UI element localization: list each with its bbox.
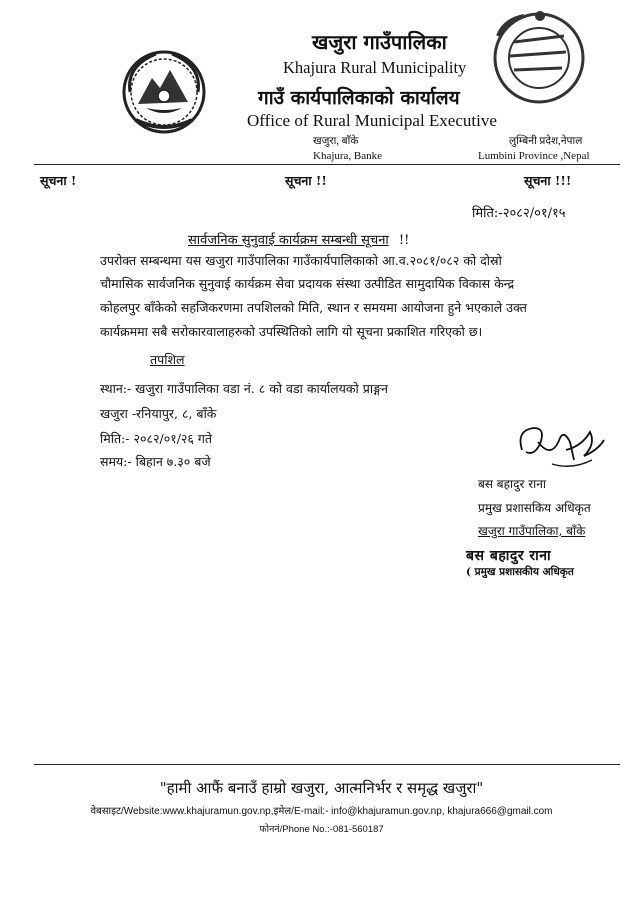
- office-name-en: Office of Rural Municipal Executive: [247, 111, 497, 130]
- footer-contact: वेबसाइट/Website:www.khajuramun.gov.np,इमेल/E-mail:- info@khajuramun.gov.np, khajura666@gmail.com: [90, 806, 553, 817]
- stamp-title: ( प्रमुख प्रशासकीय अधिकृत: [466, 566, 574, 578]
- body-line-1: उपरोक्त सम्बन्धमा यस खजुरा गाउँपालिका गाउँकार्यपालिकाको आ.व.२०८१/०८२ को दोस्रो: [100, 253, 502, 268]
- details-place: स्थान:- खजुरा गाउँपालिका वडा नं. ८ को वडा कार्यालयको प्राङ्गन: [100, 381, 388, 396]
- stamp-name: बस बहादुर राना: [466, 548, 552, 564]
- signatory-title: प्रमुख प्रशासकिय अधिकृत: [478, 501, 591, 515]
- footer-divider: [34, 764, 620, 765]
- name-stamp: [466, 546, 574, 579]
- municipality-name-en: Khajura Rural Municipality: [283, 58, 467, 77]
- nepal-emblem-icon: [116, 46, 212, 138]
- details-place-2: खजुरा -रनियापुर, ८, बाँके: [100, 406, 217, 421]
- details-date: मिति:- २०८२/०१/२६ गते: [100, 431, 213, 446]
- footer-motto: "हामी आफैं बनाउँ हाम्रो खजुरा, आत्मनिर्भर र समृद्ध खजुरा": [159, 779, 484, 797]
- location-en: Khajura, Banke: [313, 150, 383, 162]
- body-line-2: चौमासिक सार्वजनिक सुनुवाई कार्यक्रम सेवा प्रदायक संस्था उत्पीडित सामुदायिक विकास केन्द्र: [100, 276, 515, 291]
- details-heading: तपशिल: [150, 352, 185, 367]
- details-time: समय:- बिहान ७.३० बजे: [100, 454, 211, 469]
- office-stamp-icon: [484, 6, 594, 110]
- signatory-name: बस बहादुर राना: [478, 477, 546, 491]
- notice-right: सूचना !!!: [524, 173, 572, 188]
- subject-text: सार्वजनिक सुनुवाई कार्यक्रम सम्बन्धी सूचना: [188, 233, 389, 248]
- province-en: Lumbini Province ,Nepal: [478, 150, 590, 162]
- municipality-name-np: खजुरा गाउँपालिका: [312, 30, 447, 54]
- subject-line: [188, 230, 409, 248]
- province-np: लुम्बिनी प्रदेश,नेपाल: [509, 136, 583, 147]
- footer-phone: फोननं/Phone No.:-081-560187: [259, 824, 384, 835]
- signatory-office: खजुरा गाउँपालिका, बाँके: [478, 524, 586, 538]
- body-line-4: कार्यक्रममा सबै सरोकारवालाहरुको उपस्थितिको लागि यो सूचना प्रकाशित गरिएको छ।: [100, 324, 483, 339]
- body-line-3: कोहलपुर बाँकेको सहजिकरणमा तपशिलको मिति, स्थान र समयमा आयोजना हुने भएकाले उक्त: [100, 300, 527, 315]
- header-divider: [34, 164, 620, 165]
- notice-left: सूचना !: [40, 173, 77, 188]
- letter-date: मिति:-२०८२/०१/१५: [472, 206, 566, 221]
- location-np: खजुरा, बाँके: [313, 136, 359, 147]
- subject-marks: !!: [398, 233, 410, 248]
- notice-center: सूचना !!: [285, 173, 327, 188]
- office-name-np: गाउँ कार्यपालिकाको कार्यालय: [258, 87, 460, 109]
- handwritten-signature: [512, 420, 608, 476]
